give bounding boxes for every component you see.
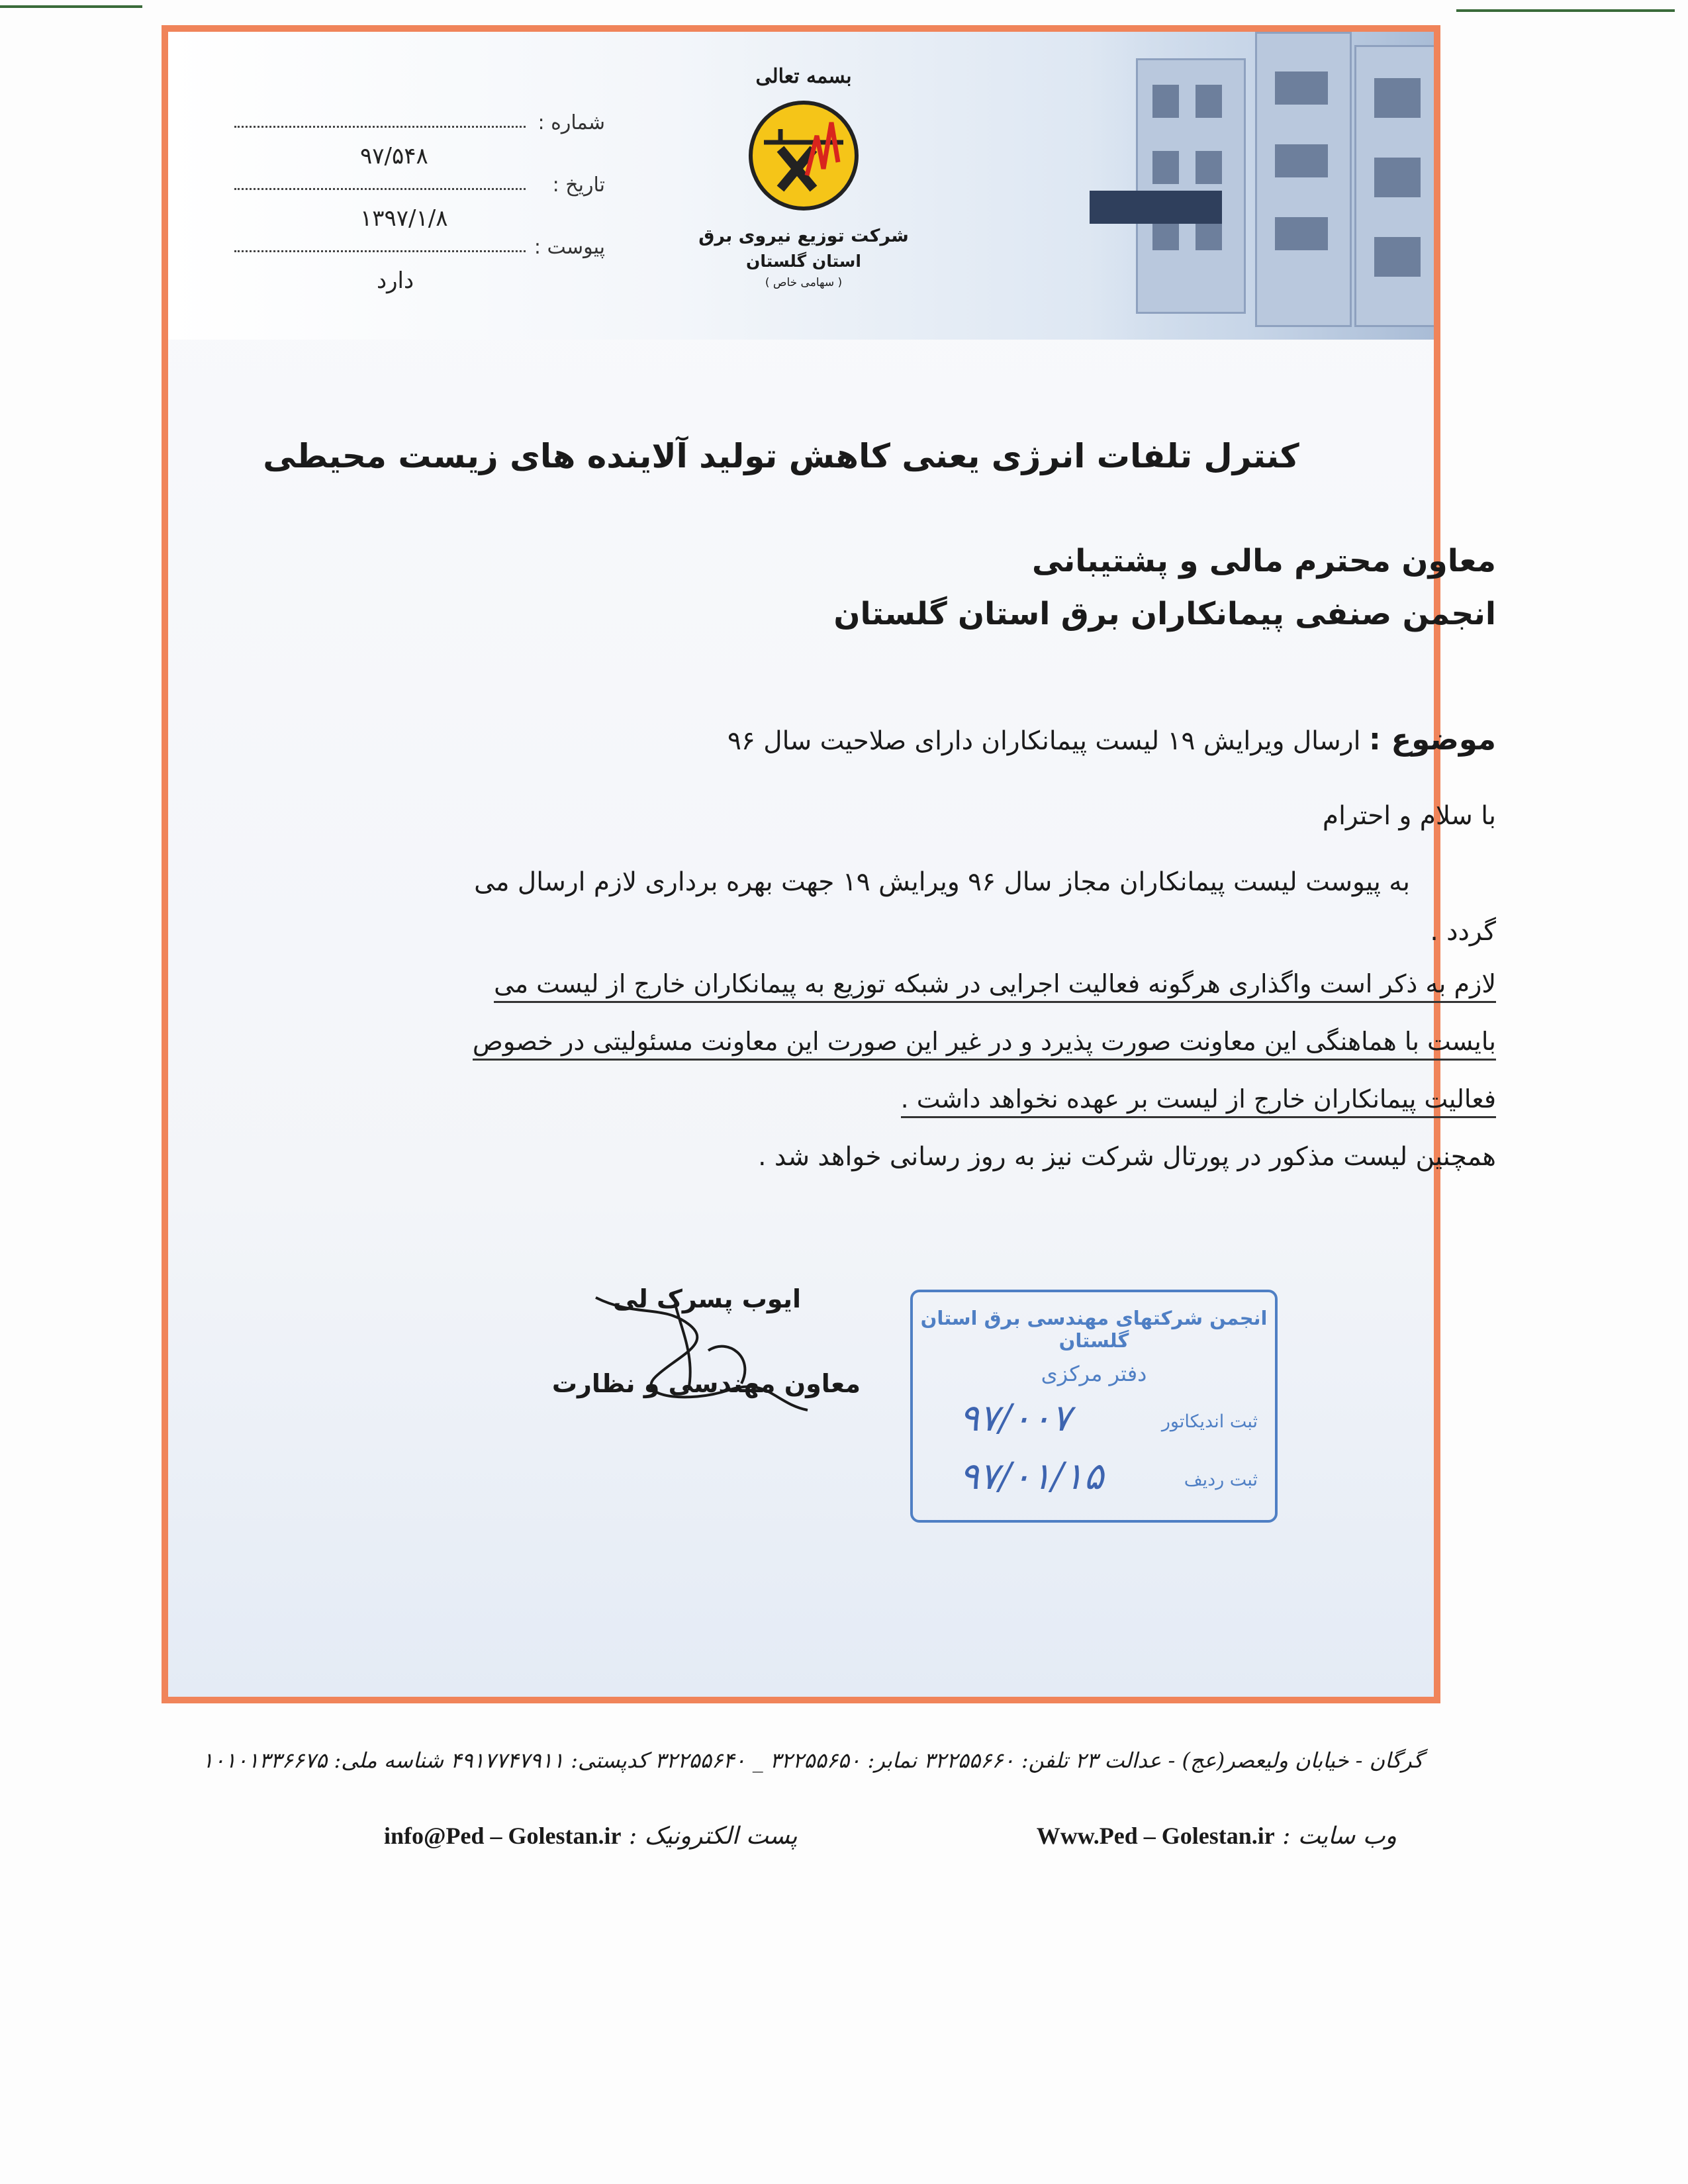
date-row [234, 173, 605, 236]
handwritten-signature-icon [556, 1278, 834, 1430]
greeting: با سلام و احترام [1322, 801, 1496, 831]
letterhead [168, 32, 1434, 340]
stamp-row-label: ثبت ردیف [1184, 1470, 1258, 1490]
letter-number: ۹۷/۵۴۸ [360, 143, 428, 169]
footer-website [1037, 1822, 1397, 1850]
stamp-indicator-value: ۹۷/۰۰۷ [959, 1397, 1072, 1440]
scan-edge-left [0, 5, 142, 8]
stamp-row-row [913, 1455, 1275, 1523]
signature-block [516, 1284, 861, 1398]
building-photo [1090, 32, 1434, 340]
company-province: استان گلستان [746, 252, 861, 271]
letter-meta [234, 111, 605, 298]
signer-title: معاون مهندسی و نظارت [551, 1369, 861, 1398]
company-logo-icon [744, 96, 863, 215]
recipient-line-2: انجمن صنفی پیمانکاران برق استان گلستان [833, 596, 1496, 632]
subject-text: ارسال ویرایش ۱۹ لیست پیمانکاران دارای صلاحیت سال ۹۶ [727, 726, 1361, 756]
signer-name: ایوب پسرک لی [613, 1284, 801, 1313]
paragraph-1-line-2: گردد . [1430, 917, 1496, 947]
stamp-indicator-label: ثبت اندیکاتور [1161, 1411, 1258, 1432]
footer-address: گرگان - خیابان ولیعصر(عج) - عدالت ۲۳ تلفن: ۳۲۲۵۵۶۶۰ نمابر: ۳۲۲۵۵۶۵۰ _ ۳۲۲۵۵۶۴۰ کدپستی: ۴۹۱۷۷۴۷۹۱۱ شناسه ملی: ۱۰۱۰۱۳۳۶۶۷۵ [202, 1748, 1423, 1773]
recipient-line-1: معاون محترم مالی و پشتیبانی [1032, 543, 1496, 579]
registration-stamp [910, 1290, 1278, 1523]
company-name: شرکت توزیع نیروی برق [698, 226, 909, 246]
bismillah-text: بسمه تعالی [755, 65, 852, 88]
attachment-label: پیوست : [534, 236, 605, 259]
number-row [234, 111, 605, 173]
footer-email [384, 1822, 798, 1850]
paragraph-1-line-1: به پیوست لیست پیمانکاران مجاز سال ۹۶ ویرایش ۱۹ جهت بهره برداری لازم ارسال می [474, 867, 1410, 897]
date-label: تاریخ : [552, 173, 605, 197]
paragraph-3: همچنین لیست مذکور در پورتال شرکت نیز به روز رسانی خواهد شد . [758, 1142, 1496, 1172]
stamp-office: دفتر مرکزی [1041, 1361, 1147, 1386]
email-link[interactable]: info@Ped – Golestan.ir [384, 1823, 622, 1849]
email-label: پست الکترونیک : [628, 1823, 798, 1850]
scan-edge-right [1456, 9, 1675, 12]
stamp-org-name: انجمن شرکتهای مهندسی برق استان گلستان [920, 1307, 1268, 1352]
subject-line [437, 722, 1496, 757]
attachment-value: دارد [377, 267, 414, 294]
paragraph-2-line-1: لازم به ذکر است واگذاری هرگونه فعالیت اجرایی در شبکه توزیع به پیمانکاران خارج از لیست می [338, 955, 1496, 1013]
website-label: وب سایت : [1282, 1823, 1397, 1850]
attachment-row [234, 236, 605, 298]
website-link[interactable]: Www.Ped – Golestan.ir [1036, 1823, 1275, 1849]
company-type: ( سهامی خاص ) [765, 276, 843, 289]
number-label: شماره : [538, 111, 605, 134]
subject-label: موضوع : [1368, 722, 1496, 757]
slogan-heading: کنترل تلفات انرژی یعنی کاهش تولید آلاینده های زیست محیطی [263, 437, 1299, 475]
letter-date: ۱۳۹۷/۱/۸ [360, 205, 448, 232]
company-logo-block [671, 65, 936, 343]
paragraph-2-line-2: بایست با هماهنگی این معاونت صورت پذیرد و در غیر این صورت این معاونت مسئولیتی در خصوص [338, 1013, 1496, 1070]
paragraph-2-line-3: فعالیت پیمانکاران خارج از لیست بر عهده نخواهد داشت . [338, 1070, 1496, 1128]
stamp-row-value: ۹۷/۰۱/۱۵ [959, 1455, 1104, 1498]
